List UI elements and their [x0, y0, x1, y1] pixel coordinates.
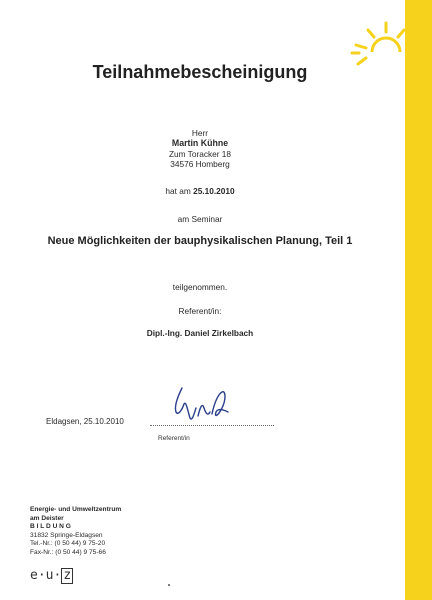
- seminar-intro: am Seminar: [177, 214, 223, 224]
- org-phone: Tel.-Nr.: (0 50 44) 9 75-20: [30, 540, 106, 548]
- organization-address: [30, 506, 121, 558]
- org-postal: 31832 Springe-Eldagsen: [30, 531, 103, 539]
- attendance-date: 25.10.2010: [193, 186, 235, 196]
- logo-text: e·u·: [30, 568, 62, 583]
- org-name-line2: am Deister: [30, 514, 64, 522]
- yellow-side-stripe: [405, 0, 432, 600]
- org-name-line3: B I L D U N G: [30, 523, 71, 531]
- org-name-line1: Energie- und Umweltzentrum: [30, 506, 122, 513]
- recipient-name: Martin Kühne: [171, 138, 229, 148]
- attendance-date-line: [0, 186, 400, 196]
- participated-text: teilgenommen.: [172, 282, 228, 292]
- page-title: Teilnahmebescheinigung: [92, 62, 308, 82]
- seminar-title: Neue Möglichkeiten der bauphysikalischen Planung, Teil 1: [47, 235, 353, 247]
- speaker-name: Dipl.-Ing. Daniel Zirkelbach: [146, 328, 254, 338]
- recipient-street: Zum Toracker 18: [168, 149, 232, 159]
- euz-logo: [30, 568, 73, 584]
- org-fax: Fax-Nr.: (0 50 44) 9 75-66: [30, 548, 106, 556]
- signature-caption: Referent/in: [158, 435, 190, 442]
- signature-line: [150, 425, 274, 426]
- recipient-city: 34576 Homberg: [170, 159, 230, 169]
- place-date: Eldagsen, 25.10.2010: [46, 417, 124, 426]
- handwritten-signature: [168, 378, 232, 426]
- logo-boxed-letter: z: [63, 568, 72, 583]
- page-mark: [168, 584, 170, 586]
- recipient-salutation: Herr: [191, 128, 209, 138]
- attendance-prefix: hat am: [165, 186, 191, 196]
- speaker-label: Referent/in:: [178, 306, 222, 316]
